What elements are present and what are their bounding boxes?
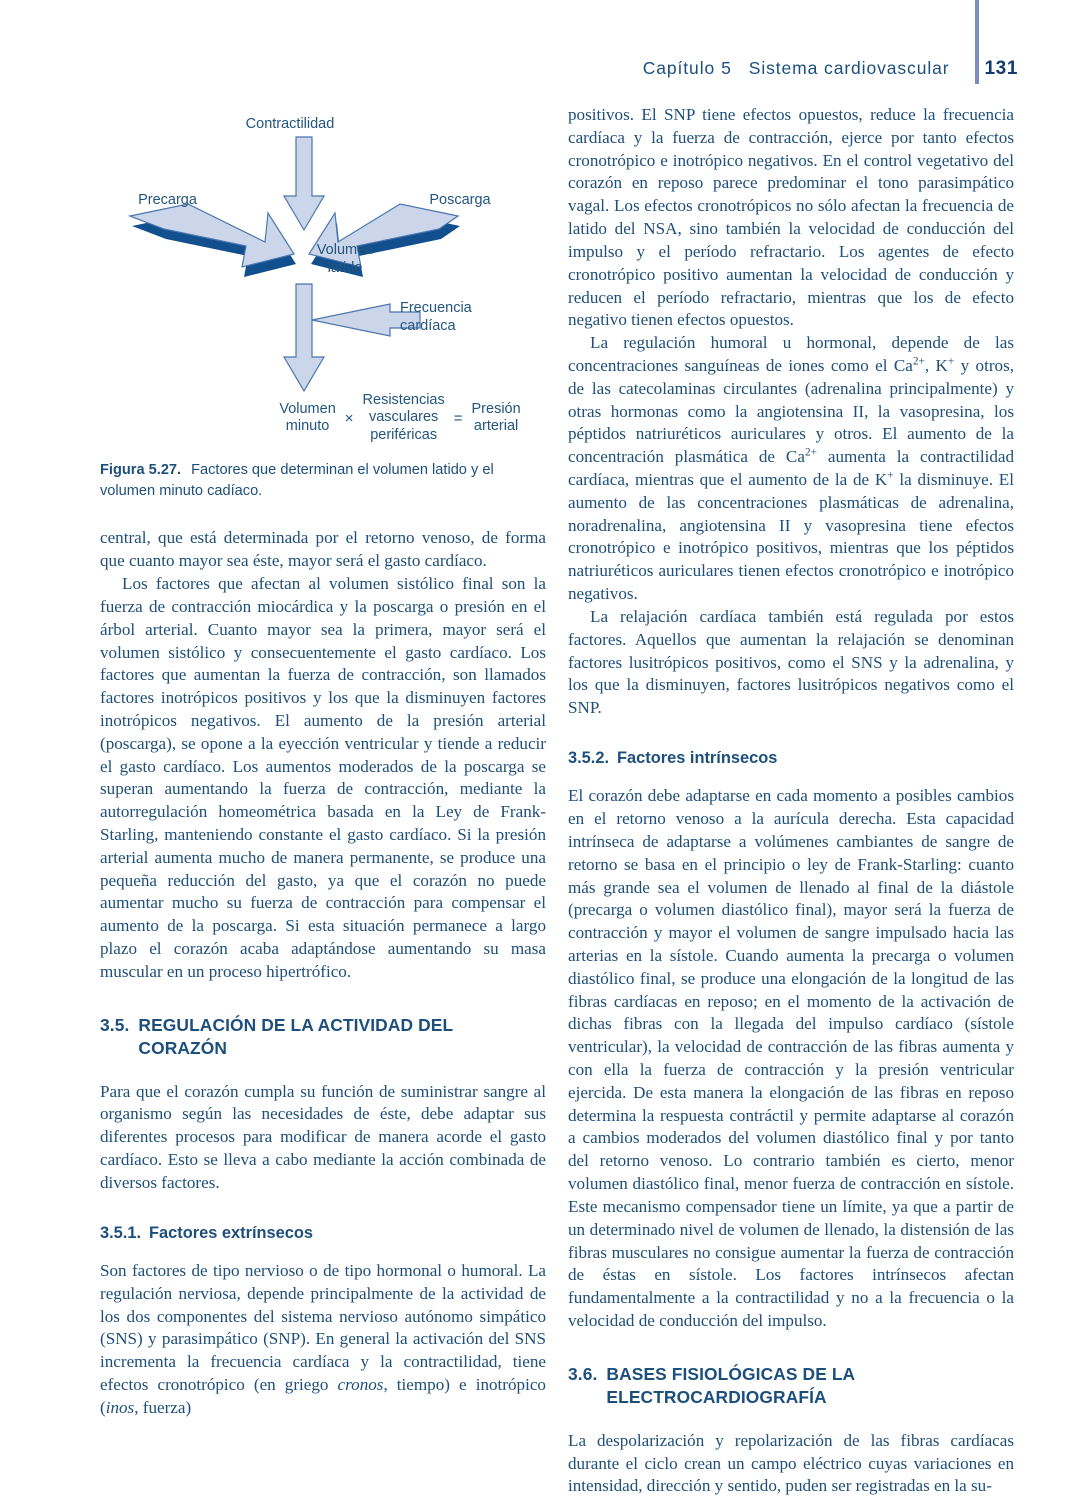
paragraph-part: aumenta la contractilidad cardíaca, mientras que el aumento de la de K bbox=[568, 447, 1014, 489]
figure-label-frecuencia-line2: cardíaca bbox=[400, 317, 456, 334]
paragraph: Los factores que afectan al volumen sistólico final son la fuerza de contracción miocárdica y la poscarga o presión en el árbol arterial. Cuanto mayor sea la primera, mayor será el volumen sistólico y consecuentemente el gasto cardíaco. Los factores que aumentan la fuerza de contracción, son llamados factores inotrópicos positivos y los que la disminuyen factores inotrópicos negativos. El aumento de la presión arterial (poscarga), se opone a la eyección ventricular y tiende a reducir el gasto cardíaco. Los aumentos moderados de la poscarga se superan aumentando la fuerza de contracción, mediante la autorregulación homeométrica basada en la Ley de Frank-Starling, manteniendo constante el gasto cardíaco. Si la presión arterial aumenta mucho de manera permanente, se produce una pequeña reducción del gasto, ya que el corazón no puede aumentar mucho su fuerza de contracción para compensar el aumento de la poscarga. Si esta situación permanece a largo plazo el corazón acaba adaptándose aumentando su masa muscular en un proceso hipertrófico. bbox=[100, 574, 546, 981]
paragraph-part: , tiempo) e inotrópico ( bbox=[100, 1375, 546, 1417]
subsection-title: Factores intrínsecos bbox=[617, 748, 778, 767]
subsection-heading-3-5-2 bbox=[568, 748, 1014, 769]
paragraph: positivos. El SNP tiene efectos opuestos, reduce la frecuencia cardíaca y la fuerza de contracción, ejerce por tanto efectos cronotrópico e inotrópico negativos. En el control vegetativo del corazón en reposo parece predominar el tono parasimpático vagal. Los efectos cronotrópicos no sólo afectan la frecuencia de latido del NSA, sino también la velocidad de conducción del impulso y el período refractario. Los agentes de efecto cronotrópico positivo aumentan la velocidad de conducción y reducen el período refractario, mientras que los de efecto negativo tienen efectos opuestos. bbox=[568, 105, 1014, 330]
figure-5-27 bbox=[100, 104, 546, 452]
equation-term-resistencias bbox=[363, 392, 445, 444]
paragraph: central, que está determinada por el retorno venoso, de forma que cuanto mayor sea éste, mayor será el gasto cardíaco. bbox=[100, 528, 546, 571]
paragraph: La relajación cardíaca también está regulada por estos factores. Aquellos que aumentan la relajación se denominan factores lusitrópicos positivos, como el SNS y la adrenalina, y los que la disminuyen, factores lusitrópicos negativos como el SNP. bbox=[568, 606, 1014, 718]
running-head-chapter-title: Sistema cardiovascular bbox=[748, 58, 950, 78]
paragraph: La despolarización y repolarización de las fibras cardíacas durante el ciclo crean un campo eléctrico cuyas variaciones en intensidad, dirección y sentido, puden ser registradas en la su- bbox=[568, 1430, 1014, 1496]
paragraph-part: y otros, de las catecolaminas circulantes (adrenalina principalmente) y otras hormonas como la angiotensina II, la vasopresina, los péptidos natriuréticos auriculares y otros. El aumento de la concentración plasmática de Ca bbox=[568, 355, 1014, 467]
figure-label-precarga: Precarga bbox=[138, 192, 197, 208]
section-number: 3.5. bbox=[100, 1014, 130, 1035]
figure-label-volumen-latido bbox=[285, 242, 405, 277]
equation-term-volumen-minuto bbox=[279, 401, 335, 436]
subsection-number: 3.5.2. bbox=[568, 748, 610, 767]
section-title: BASES FISIOLÓGICAS DE LA ELECTROCARDIOGRAFÍA bbox=[606, 1363, 855, 1408]
figure-caption-text: Factores que determinan el volumen latido y el volumen minuto cadíaco. bbox=[100, 462, 494, 499]
equation-term2-line1: Resistencias bbox=[362, 392, 445, 408]
equation-multiply-operator: × bbox=[344, 409, 354, 427]
header-vertical-rule bbox=[975, 0, 979, 84]
paragraph: El corazón debe adaptarse en cada momento a posibles cambios en el retorno venoso a la aurícula derecha. Esta capacidad intrínseca de adaptarse a volúmenes cambiantes de sangre de retorno se basa en el principio o ley de Frank-Starling: cuanto más grande sea el volumen de llenado al final de la diástole (precarga o volumen diastólico final), mayor será la fuerza de contracción y mayor el volumen de sangre impulsado hacia las arterias en la sístole. Cuando aumenta la precarga o volumen diastólico final, se produce una elongación de la longitud de las fibras cardíacas en reposo; en el momento de la activación de dichas fibras con la llegada del impulso cardíaco (sístole ventricular), la velocidad de contracción de las fibras aumenta y con ella la fuerza de contracción y la presión ventricular ejercida. De esta manera la elongación de las fibras en reposo determina la respuesta contráctil y permite adaptarse al corazón a cambios moderados del volumen diastólico final y por tanto del retorno venoso. Lo contrario también es cierto, menor volumen diastólico final, menor fuerza de contracción en sístole. Este mecanismo compensador tiene un límite, ya que a partir de un determinado nivel de volumen de llenado, la distensión de las fibras musculares no consigue aumentar la fuerza de contracción de éstas en sístole. Los factores intrínsecos afectan fundamentalmente a la contractilidad y no a la frecuencia o la velocidad de conducción del impulso. bbox=[568, 786, 1014, 1330]
figure-label-frecuencia-line1: Frecuencia bbox=[400, 300, 472, 316]
running-head-chapter-number: 5 bbox=[721, 58, 732, 78]
paragraph-italic-inos: inos bbox=[105, 1397, 135, 1417]
paragraph-italic-cronos: cronos bbox=[337, 1375, 384, 1395]
figure-equation bbox=[250, 392, 550, 444]
running-head bbox=[643, 58, 1018, 84]
superscript-charge: 2+ bbox=[912, 355, 925, 368]
section-number: 3.6. bbox=[568, 1363, 598, 1384]
right-column bbox=[568, 104, 1014, 1498]
figure-label-contractilidad: Contractilidad bbox=[245, 116, 335, 132]
equation-term1-line1: Volumen bbox=[279, 400, 336, 417]
figure-label-volumen-latido-line1: Volumen bbox=[316, 242, 374, 258]
arrow-contractilidad-down bbox=[284, 137, 324, 230]
paragraph-part: La regulación humoral u hormonal, depende de las concentraciones sanguíneas de iones como el Ca bbox=[568, 333, 1014, 375]
paragraph: Para que el corazón cumpla su función de suministrar sangre al organismo según las necesidades de éste, debe adaptar sus diferentes procesos para modificar de manera acorde el gasto cardíaco. Esto se lleva a cabo mediante la acción combinada de diversos factores. bbox=[100, 1081, 546, 1192]
paragraph-part: , fuerza) bbox=[134, 1397, 192, 1417]
section-heading-3-5 bbox=[100, 1014, 546, 1061]
figure-label-frecuencia-cardiaca bbox=[400, 300, 550, 335]
equation-term3-line1: Presión bbox=[471, 400, 521, 417]
page-number: 131 bbox=[984, 58, 1018, 79]
figure-label-volumen-latido-line2: latido bbox=[327, 259, 363, 276]
arrow-precarga bbox=[130, 204, 296, 277]
paragraph bbox=[100, 1260, 546, 1420]
section-title: REGULACIÓN DE LA ACTIVIDAD DEL CORAZÓN bbox=[138, 1014, 453, 1059]
superscript-charge: + bbox=[887, 469, 894, 482]
subsection-title: Factores extrínsecos bbox=[149, 1223, 314, 1242]
paragraph-part: Son factores de tipo nervioso o de tipo hormonal o humoral. La regulación nerviosa, depende principalmente de la actividad de los dos componentes del sistema nervioso autónomo simpático (SNS) y parasimpático (SNP). En general la activación del SNS incrementa la frecuencia cardíaca y la contractilidad, tiene efectos cronotrópico (en griego bbox=[100, 1261, 546, 1395]
equation-term2-line3: periféricas bbox=[370, 426, 438, 443]
left-column bbox=[100, 104, 546, 1420]
figure-caption-number: Figura 5.27. bbox=[100, 462, 182, 478]
paragraph-part: , K bbox=[924, 355, 948, 375]
equation-term-presion-arterial bbox=[472, 401, 521, 436]
figure-label-poscarga: Poscarga bbox=[429, 192, 491, 208]
paragraph bbox=[568, 332, 1014, 606]
figure-caption bbox=[100, 460, 546, 501]
superscript-charge: 2+ bbox=[804, 446, 817, 459]
equation-term3-line2: arterial bbox=[473, 418, 519, 435]
subsection-number: 3.5.1. bbox=[100, 1223, 142, 1242]
running-head-chapter-word: Capítulo bbox=[642, 58, 716, 78]
paragraph-part: la disminuye. El aumento de las concentraciones plasmáticas de adrenalina, noradrenalina, angiotensina II y vasopresina tiene efectos cronotrópico e inotrópico positivos, mientras que los péptidos natriuréticos auriculares tienen efectos cronotrópico e inotrópico negativos. bbox=[568, 470, 1014, 604]
equation-term1-line2: minuto bbox=[285, 418, 330, 435]
arrow-volumen-latido-down bbox=[284, 284, 324, 391]
section-heading-3-6 bbox=[568, 1363, 1014, 1410]
equation-equals-operator: = bbox=[453, 409, 463, 427]
superscript-charge: + bbox=[947, 355, 955, 368]
equation-term2-line2: vasculares bbox=[368, 409, 439, 426]
subsection-heading-3-5-1 bbox=[100, 1223, 546, 1244]
